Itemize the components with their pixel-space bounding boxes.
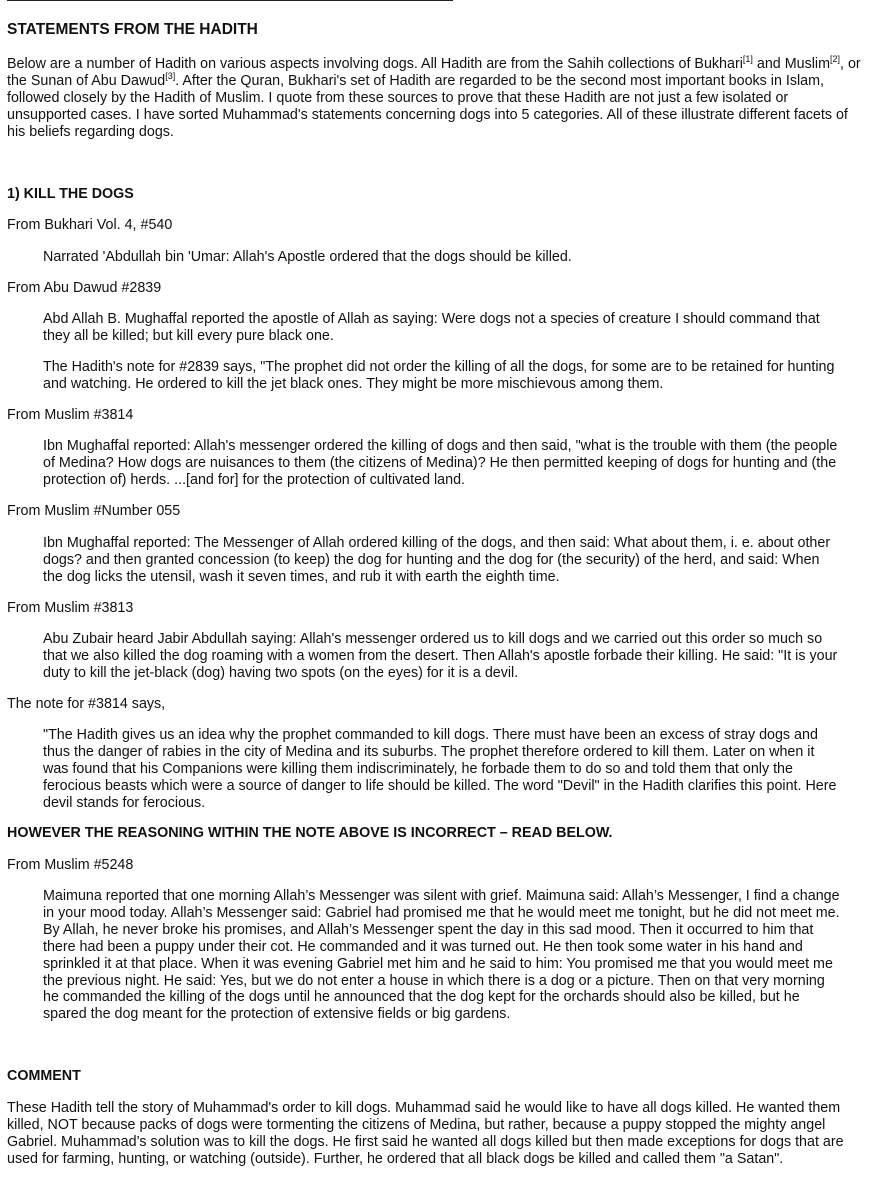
top-horizontal-rule	[7, 0, 453, 1]
however-notice: HOWEVER THE REASONING WITHIN THE NOTE ABOVE IS INCORRECT – READ BELOW.	[7, 825, 613, 841]
note-3814-label: The note for #3814 says,	[7, 696, 166, 712]
comment-paragraph: These Hadith tell the story of Muhammad's order to kill dogs. Muhammad said he would like to have all dogs killed. He wanted them killed, NOT because packs of dogs were tormenting the citizens of Medina, but rather, because a puppy stopped the mighty angel Gabriel. Muhammad’s solution was to kill the dogs. He first said he wanted all dogs killed but then made exceptions for dogs that are used for farming, hunting, or watching (outside). Further, he ordered that all black dogs be killed and called them "a Satan".	[7, 1100, 844, 1167]
intro-text-2: and Muslim	[752, 56, 830, 72]
intro-paragraph	[7, 56, 869, 141]
source-muslim-3813: From Muslim #3813	[7, 600, 134, 616]
footnote-ref-1[interactable]: [1]	[742, 54, 753, 64]
note-3814-text: "The Hadith gives us an idea why the prophet commanded to kill dogs. There must have been an excess of stray dogs and thus the danger of rabies in the city of Medina and its suburbs. The prophet therefore ordered to kill them. Later on when it was found that his Companions were killing them indiscriminately, he forbade them to do so and told them that only the ferocious beasts which were a source of danger to life should be killed. The word "Devil" in the Hadith clarifies this point. Here devil stands for ferocious.	[43, 727, 837, 811]
source-muslim-055: From Muslim #Number 055	[7, 503, 181, 519]
quote-muslim-3813: Abu Zubair heard Jabir Abdullah saying: Allah's messenger ordered us to kill dogs and we carried out this order so much so that we also killed the dog roaming with a women from the desert. Then Allah's apostle forbade their killing. He said: "It is your duty to kill the jet-black (dog) having two spots (on the eyes) for it is a devil.	[43, 631, 838, 681]
page-title: STATEMENTS FROM THE HADITH	[7, 21, 258, 38]
intro-text-3: , or the Sunan of Abu Dawud	[7, 56, 861, 89]
footnote-ref-3[interactable]: [3]	[165, 70, 176, 81]
source-muslim-3814: From Muslim #3814	[7, 407, 134, 423]
intro-text-1: Below are a number of Hadith on various aspects involving dogs. All Hadith are from the Sahih collections of Bukhari	[7, 56, 743, 72]
quote-muslim-3814: Ibn Mughaffal reported: Allah's messenger ordered the killing of dogs and then said, "what is the trouble with them (the people of Medina? How dogs are nuisances to them (the citizens of Medina)? He then permitted keeping of dogs for hunting and (the protection of) herds. ...[and for] for the protection of cultivated land.	[43, 438, 838, 488]
quote-muslim-055: Ibn Mughaffal reported: The Messenger of Allah ordered killing of the dogs, and then said: What about them, i. e. about other dogs? and then granted concession (to keep) the dog for hunting and the dog for (the security) of the herd, and said: When the dog licks the utensil, wash it seven times, and rub it with earth the eighth time.	[43, 535, 831, 585]
quote-abu-dawud-2839: Abd Allah B. Mughaffal reported the apostle of Allah as saying: Were dogs not a species of creature I should command that they all be killed; but kill every pure black one.	[43, 311, 820, 344]
section-heading-kill-the-dogs: 1) KILL THE DOGS	[7, 186, 134, 202]
intro-text-4: . After the Quran, Bukhari's set of Hadith are regarded to be the second most important books in Islam, followed closely by the Hadith of Muslim. I quote from these sources to prove that these Hadith are not just a few isolated or unsupported cases. I have sorted Muhammad's statements concerning dogs into 5 categories. All of these illustrate different facets of his beliefs regarding dogs.	[7, 72, 848, 140]
footnote-ref-2[interactable]: [2]	[830, 54, 841, 64]
quote-bukhari-540: Narrated 'Abdullah bin 'Umar: Allah's Apostle ordered that the dogs should be killed.	[43, 249, 572, 265]
source-abu-dawud-2839: From Abu Dawud #2839	[7, 280, 162, 296]
source-bukhari-540: From Bukhari Vol. 4, #540	[7, 217, 173, 233]
source-muslim-5248: From Muslim #5248	[7, 857, 134, 873]
comment-heading: COMMENT	[7, 1068, 81, 1084]
note-abu-dawud-2839: The Hadith's note for #2839 says, "The prophet did not order the killing of all the dogs, for some are to be retained for hunting and watching. He ordered to kill the jet black ones. They might be more mischievous among them.	[43, 359, 835, 392]
quote-muslim-5248: Maimuna reported that one morning Allah’s Messenger was silent with grief. Maimuna said: Allah’s Messenger, I find a change in your mood today. Allah’s Messenger said: Gabriel had promised me that he would meet me tonight, but he did not meet me. By Allah, he never broke his promises, and Allah’s Messenger spent the day in this sad mood. Then it occurred to him that there had been a puppy under their cot. He commanded and it was turned out. He then took some water in his hand and sprinkled it at that place. When it was evening Gabriel met him and he said to him: You promised me that you would meet me the previous night. He said: Yes, but we do not enter a house in which there is a dog or a picture. Then on that very morning he commanded the killing of the dogs until he announced that the dog kept for the orchards should also be killed, but he spared the dog meant for the protection of extensive fields or big gardens.	[43, 888, 840, 1023]
